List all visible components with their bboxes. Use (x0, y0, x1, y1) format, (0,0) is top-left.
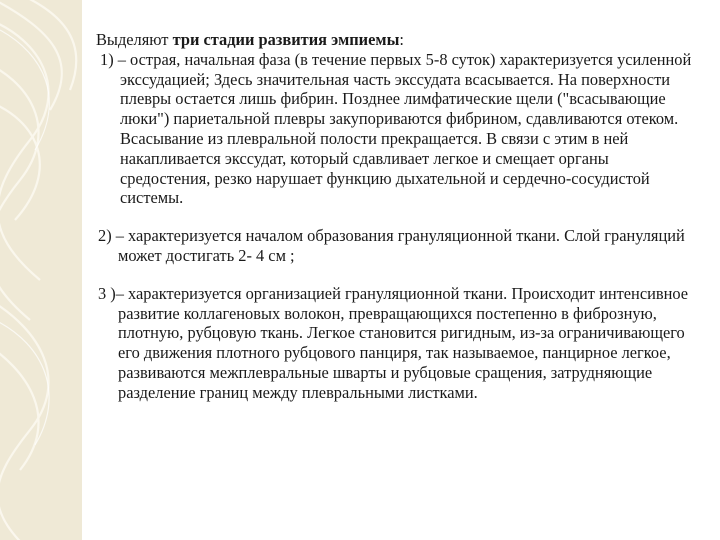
slide-content (96, 30, 696, 403)
paragraph-gap (96, 266, 696, 284)
stage-3-paragraph: 3 )– характеризуется организацией грануляционной ткани. Происходит интенсивное развитие коллагеновых волокон, превращающихся постепенно в фиброзную, плотную, рубцовую ткань. Легкое становится ригидным, из-за ограничивающего его движения плотного рубцового панциря, так называемое, панцирное легкое, развиваются межплевральные шварты и рубцовые сращения, затрудняющие разделение границ между плевральными листками. (98, 283, 689, 402)
swirl-decoration (0, 0, 82, 540)
heading-prefix: Выделяют (96, 30, 173, 49)
stage-2-paragraph: 2) – характеризуется началом образования грануляционной ткани. Слой грануляций может достигать 2- 4 см ; (98, 226, 685, 265)
heading-bold-text: три стадии развития эмпиемы (172, 30, 400, 49)
slide-heading (96, 30, 696, 50)
stage-1-paragraph: 1) – острая, начальная фаза (в течение первых 5-8 суток) характеризуется усиленной экссудацией; Здесь значительная часть экссудата всасывается. На поверхности плевры остается лишь фибрин. Позднее лимфатические щели ("всасывающие люки") париетальной плевры закупориваются фибрином, сдавливаются отеком. Всасывание из плевральной полости прекращается. В связи с этим в ней накапливается экссудат, который сдавливает легкое и смещает органы средостения, резко нарушает функцию дыхательной и сердечно-сосудистой системы. (100, 49, 692, 208)
decorative-side-band (0, 0, 82, 540)
heading-suffix: : (399, 30, 404, 49)
paragraph-gap (96, 208, 696, 226)
